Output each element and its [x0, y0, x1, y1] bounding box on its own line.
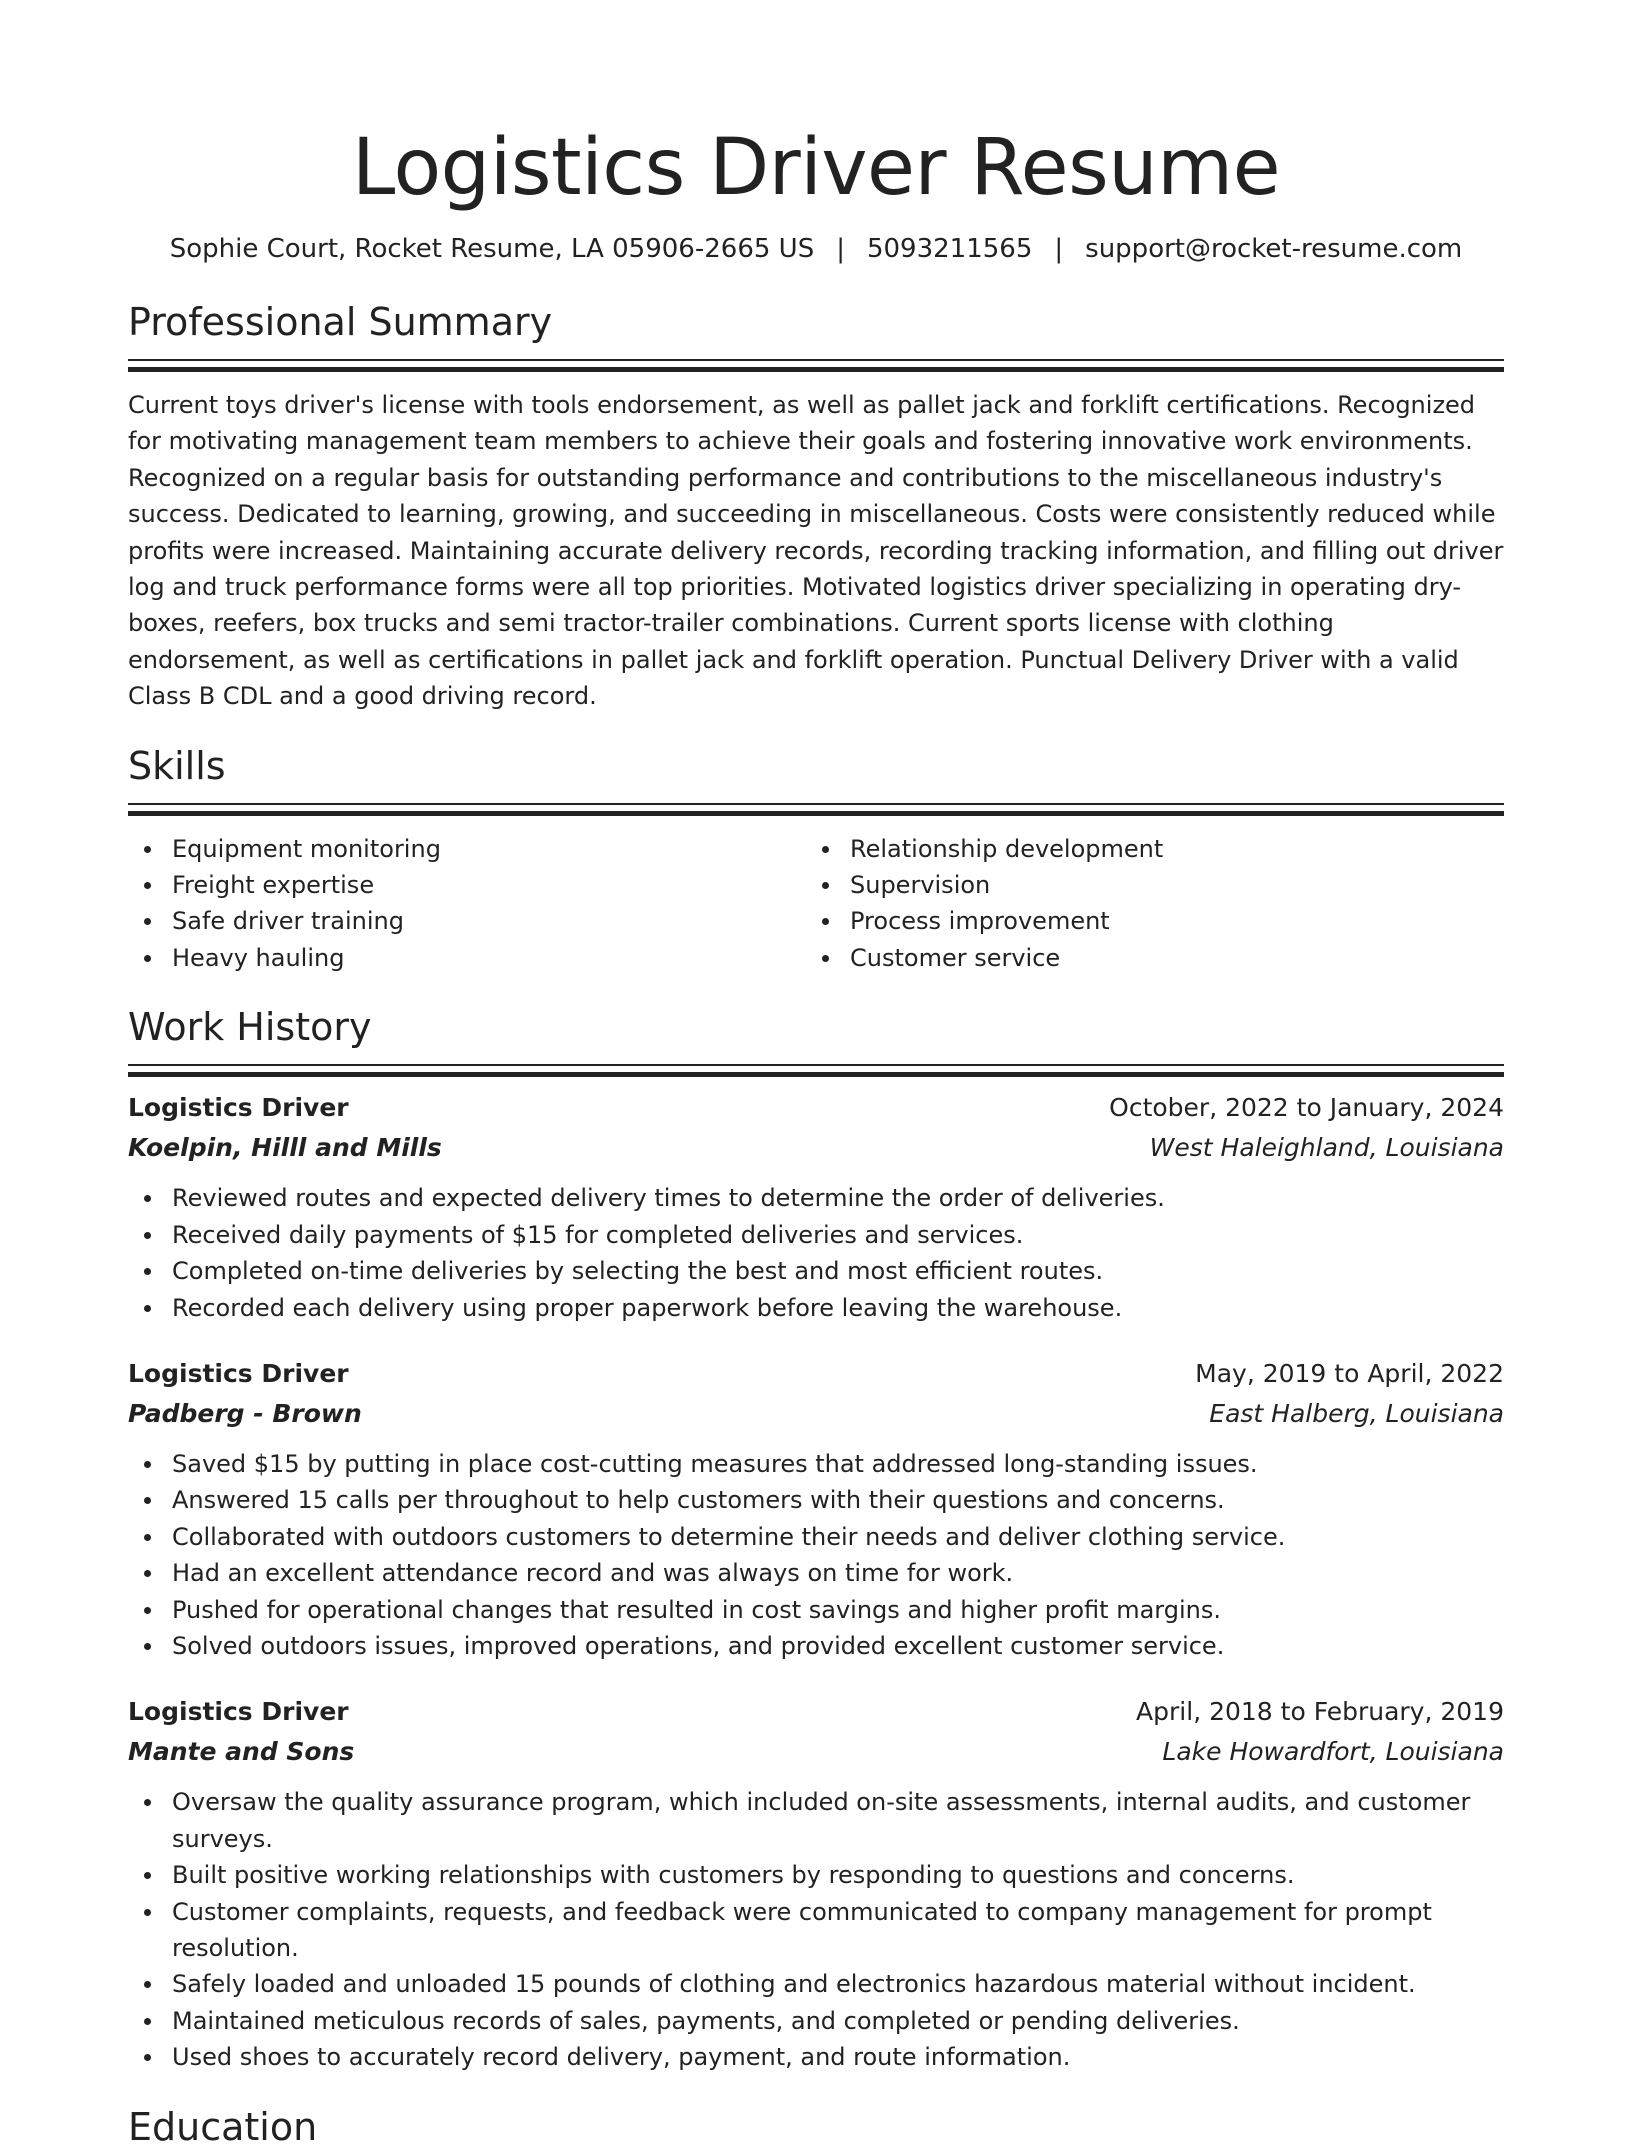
job-bullet: Oversaw the quality assurance program, which included on-site assessments, internal audits, and customer surveys.	[128, 1784, 1504, 1857]
job-bullets	[128, 1784, 1504, 2075]
job-header	[128, 1694, 1504, 1730]
section-divider	[128, 359, 1504, 373]
job-bullet: Recorded each delivery using proper paperwork before leaving the warehouse.	[128, 1290, 1504, 1326]
job-title: Logistics Driver	[128, 1697, 349, 1727]
contact-address: Sophie Court, Rocket Resume, LA 05906-2665 US	[169, 234, 815, 264]
resume-title: Logistics Driver Resume	[351, 123, 1281, 213]
resume-page	[128, 0, 1504, 2150]
job-bullet: Answered 15 calls per throughout to help customers with their questions and concerns.	[128, 1482, 1504, 1518]
skills-heading: Skills	[128, 743, 226, 788]
skill-item: Relationship development	[806, 831, 1484, 867]
job-bullet: Reviewed routes and expected delivery times to determine the order of deliveries.	[128, 1180, 1504, 1216]
job-employer: Padberg - Brown	[128, 1398, 362, 1428]
job-dates: April, 2018 to February, 2019	[1136, 1697, 1504, 1727]
skill-item: Customer service	[806, 940, 1484, 976]
job-bullet: Pushed for operational changes that resulted in cost savings and higher profit margins.	[128, 1592, 1504, 1628]
job-entry	[128, 1694, 1504, 2075]
job-location: East Halberg, Louisiana	[1209, 1398, 1504, 1428]
skill-item: Heavy hauling	[128, 940, 806, 976]
job-bullets	[128, 1446, 1504, 1664]
job-header	[128, 1090, 1504, 1126]
job-dates: May, 2019 to April, 2022	[1195, 1358, 1504, 1388]
job-title: Logistics Driver	[128, 1093, 349, 1123]
skills-right-list	[806, 831, 1484, 977]
job-bullet: Saved $15 by putting in place cost-cutting measures that addressed long-standing issues.	[128, 1446, 1504, 1482]
section-divider	[128, 1064, 1504, 1078]
job-title: Logistics Driver	[128, 1358, 349, 1388]
education-heading: Education	[128, 2104, 318, 2149]
job-entry	[128, 1356, 1504, 1664]
skills-columns	[128, 831, 1504, 977]
job-location: West Haleighland, Louisiana	[1149, 1133, 1504, 1163]
job-header	[128, 1356, 1504, 1392]
job-subheader	[128, 1130, 1504, 1166]
contact-email: support@rocket-resume.com	[1085, 234, 1463, 264]
contact-line	[128, 232, 1504, 266]
summary-text: Current toys driver's license with tools endorsement, as well as pallet jack and forklift certifications. Recognized for motivating management team members to achieve their goals and fostering innovative work environments. Recognized on a regular basis for outstanding performance and contributions to the miscellaneous industry's success. Dedicated to learning, growing, and succeeding in miscellaneous. Costs were consistently reduced while profits were increased. Maintaining accurate delivery records, recording tracking information, and filling out driver log and truck performance forms were all top priorities. Motivated logistics driver specializing in operating dry-boxes, reefers, box trucks and semi tractor-trailer combinations. Current sports license with clothing endorsement, as well as certifications in pallet jack and forklift operation. Punctual Delivery Driver with a valid Class B CDL and a good driving record.	[128, 391, 1504, 711]
job-bullet: Completed on-time deliveries by selecting the best and most efficient routes.	[128, 1253, 1504, 1289]
job-subheader	[128, 1396, 1504, 1432]
section-divider	[128, 803, 1504, 817]
job-employer: Koelpin, Hilll and Mills	[128, 1133, 442, 1163]
job-bullet: Received daily payments of $15 for completed deliveries and services.	[128, 1217, 1504, 1253]
skills-left-list	[128, 831, 806, 977]
job-bullets	[128, 1180, 1504, 1326]
contact-phone: 5093211565	[866, 234, 1033, 264]
contact-separator: |	[1054, 234, 1064, 264]
summary-heading: Professional Summary	[128, 300, 553, 344]
job-bullet: Solved outdoors issues, improved operations, and provided excellent customer service.	[128, 1628, 1504, 1664]
skill-item: Equipment monitoring	[128, 831, 806, 867]
summary-section	[128, 299, 1504, 715]
job-employer: Mante and Sons	[128, 1737, 355, 1767]
contact-separator: |	[836, 234, 845, 264]
job-bullet: Maintained meticulous records of sales, payments, and completed or pending deliveries.	[128, 2003, 1504, 2039]
skill-item: Process improvement	[806, 903, 1484, 939]
job-subheader	[128, 1734, 1504, 1770]
education-section	[128, 2104, 1504, 2150]
work-history-heading: Work History	[128, 1005, 372, 1050]
job-dates: October, 2022 to January, 2024	[1109, 1093, 1504, 1123]
skill-item: Supervision	[806, 867, 1484, 903]
job-bullet: Used shoes to accurately record delivery, payment, and route information.	[128, 2039, 1504, 2075]
job-bullet: Safely loaded and unloaded 15 pounds of clothing and electronics hazardous material without incident.	[128, 1966, 1504, 2002]
job-entry	[128, 1090, 1504, 1326]
job-bullet: Customer complaints, requests, and feedback were communicated to company management for prompt resolution.	[128, 1894, 1504, 1967]
job-bullet: Had an excellent attendance record and was always on time for work.	[128, 1555, 1504, 1591]
job-bullet: Collaborated with outdoors customers to determine their needs and deliver clothing service.	[128, 1519, 1504, 1555]
job-bullet: Built positive working relationships with customers by responding to questions and concerns.	[128, 1857, 1504, 1893]
skill-item: Safe driver training	[128, 903, 806, 939]
skills-section	[128, 743, 1504, 977]
job-location: Lake Howardfort, Louisiana	[1162, 1737, 1504, 1767]
work-history-section	[128, 1004, 1504, 2075]
skill-item: Freight expertise	[128, 867, 806, 903]
